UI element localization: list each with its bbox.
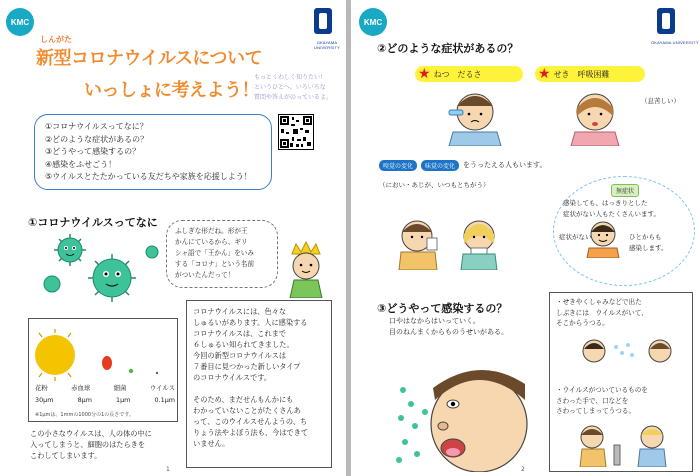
bubble-line: シャ語で「王かん」をいみ	[175, 249, 254, 257]
size-value-virus: 0.1μm	[154, 396, 175, 404]
contact-line: さわった手で、口などを	[556, 396, 629, 405]
kmc-logo-right: KMC	[359, 8, 387, 36]
size-name-rbc: 赤血球	[71, 384, 91, 392]
bubble-line: する「コロナ」という名前	[175, 260, 255, 268]
droplet-line: そこからうつる。	[556, 319, 609, 327]
smell-taste-row	[379, 160, 546, 171]
page-right	[351, 0, 700, 476]
info-line: わかっていないことがたくさんあ	[193, 406, 301, 415]
asymptomatic-bottom-2	[629, 232, 667, 254]
toc-item-4[interactable]: ④感染をふせごう！	[45, 159, 117, 169]
symptom-fever-label: ねつ だるさ	[433, 69, 482, 79]
asymptomatic-bottom-1: 症状がない	[559, 233, 592, 241]
smell-text: をうったえる人もいます。	[463, 161, 547, 169]
info-line	[193, 383, 325, 394]
contact-line: ・ウイルスがついているものを	[556, 386, 648, 394]
child-crown-illustration	[284, 240, 328, 302]
info-line: しゅるいがあります。人に感染する	[193, 318, 308, 327]
droplet-illustration	[580, 335, 680, 375]
okayama-caption: OKAYAMA UNIVERSITY	[651, 40, 699, 45]
smell-note: （におい・あじが、いつもとちがう）	[379, 181, 490, 189]
info-line: って、このウイルスせんようの、ち	[193, 417, 308, 426]
star-icon: ★	[418, 66, 431, 82]
info-line: りょう法やよぼう法も、今はできて	[193, 428, 309, 437]
qr-note-line: 質問や答えがのっているよ。	[254, 94, 332, 101]
bubble-line: かんにているから、ギリ	[175, 238, 248, 246]
asymptomatic-bottom-line: ひとからも	[629, 233, 662, 241]
info-line: いません。	[193, 439, 230, 448]
symptom-cough	[535, 66, 645, 82]
bubble-line: ふしぎな形だね。形が王	[175, 227, 248, 235]
size-value-pollen: 30μm	[35, 396, 54, 404]
info-line: 今回の新型コロナウイルスは	[193, 351, 287, 360]
virus-effect-line: 入ってしまうと、細胞のはたらきを	[30, 440, 146, 449]
page-left	[0, 0, 346, 476]
size-name-pollen: 花粉	[35, 384, 48, 392]
title-ruby: しんがた	[40, 35, 72, 44]
smell-label: 嗅覚の変化	[379, 160, 417, 171]
toc-item-2[interactable]: ②どのような症状があるの？	[45, 134, 149, 144]
info-line: コロナウイルスは、これまで	[193, 329, 287, 338]
qr-note-line: というひとへ。いろいろな	[254, 84, 326, 91]
contact-text	[556, 385, 648, 417]
section1-heading: ①コロナウイルスってなに	[28, 216, 158, 229]
droplet-line: しぶきには ウイルスがいて、	[556, 308, 648, 317]
section3-heading: ③どうやって感染するの？	[377, 302, 508, 315]
qr-note-line: もっとくわしく知りたい！	[254, 74, 327, 81]
virus-effect-line: この小さなウイルスは、人の体の中に	[30, 429, 152, 438]
route-line: 口やはなからはいっていく。	[389, 317, 480, 325]
smell-taste-children-illustration	[395, 214, 515, 274]
page-number-left: 1	[166, 466, 170, 473]
virus-illustration	[30, 228, 170, 317]
size-value-bacteria: 1μm	[116, 396, 131, 404]
toc-item-1[interactable]: ①コロナウイルスってなに？	[45, 122, 148, 131]
virus-effect-text	[30, 428, 152, 461]
symptom-fever	[415, 66, 523, 82]
droplet-line: ・せきやくしゃみなどで出た	[556, 298, 642, 306]
size-name-bacteria: 細菌	[113, 384, 127, 392]
section2-heading: ②どのような症状があるの？	[377, 42, 519, 55]
okayama-logo-right	[651, 6, 699, 45]
page-number-right: 2	[521, 466, 525, 473]
droplet-text	[556, 297, 648, 329]
bubble-line: がついたんだって！	[175, 271, 235, 279]
size-comparison-graphic	[33, 327, 175, 383]
cough-child-illustration	[567, 86, 627, 150]
size-value-rbc: 8μm	[77, 396, 92, 404]
size-name-virus: ウイルス	[149, 384, 175, 392]
virus-effect-line: こわしてしまいます。	[30, 451, 102, 460]
okayama-caption: OKAYAMA UNIVERSITY	[313, 40, 340, 50]
size-names	[35, 383, 175, 394]
qr-code[interactable]	[278, 114, 314, 150]
asymptomatic-text	[563, 198, 660, 220]
qr-note	[254, 73, 332, 103]
fever-child-illustration	[443, 86, 503, 150]
table-of-contents	[34, 114, 272, 190]
asymptomatic-line: 症状がない人もたくさんいます。	[563, 210, 660, 218]
toc-item-3[interactable]: ③どうやって感染するの？	[45, 147, 141, 157]
symptom-cough-label: せき 呼吸困難	[553, 69, 610, 79]
size-comparison-box	[28, 318, 178, 422]
info-line: ６しゅるい知られてきました。	[193, 340, 294, 349]
contact-illustration	[570, 421, 680, 471]
taste-label: 味覚の変化	[421, 160, 459, 171]
route-line: 目のねんまくからものうせいがある。	[389, 328, 508, 336]
breathless-note: （息苦しい）	[641, 97, 680, 105]
transmission-box	[549, 292, 693, 472]
info-line: コロナウイルスには、色々な	[193, 307, 287, 316]
okayama-logo-left	[308, 6, 346, 50]
unit-note: ※1μmは、1mmの1000分の1の長さです。	[35, 412, 134, 418]
size-values	[35, 395, 175, 406]
toc-item-5[interactable]: ⑤ウイルスとたたかっている友だちや家族を応援しよう！	[45, 172, 252, 182]
coronavirus-info-box	[186, 300, 332, 468]
info-line: そのため、まだせんもんかにも	[193, 395, 294, 404]
star-icon: ★	[538, 66, 551, 82]
asymptomatic-bottom-line: 感染します。	[629, 244, 668, 252]
kmc-logo-left: KMC	[6, 8, 34, 36]
asymptomatic-tag: 無症状	[611, 184, 639, 197]
info-line: ７番目に見つかった新しいタイプ	[193, 362, 301, 371]
title-line2: いっしょに考えよう！	[84, 80, 259, 101]
info-line: のコロナウイルスです。	[193, 373, 272, 382]
face-infection-illustration	[395, 360, 535, 476]
contact-line: さわってしまってうつる。	[556, 407, 636, 415]
infection-route-text	[389, 316, 508, 338]
title-line1: 新型コロナウイルスについて	[36, 48, 263, 69]
speech-bubble	[166, 220, 278, 288]
asymptomatic-line: 感染しても、はっきりとした	[563, 199, 648, 207]
